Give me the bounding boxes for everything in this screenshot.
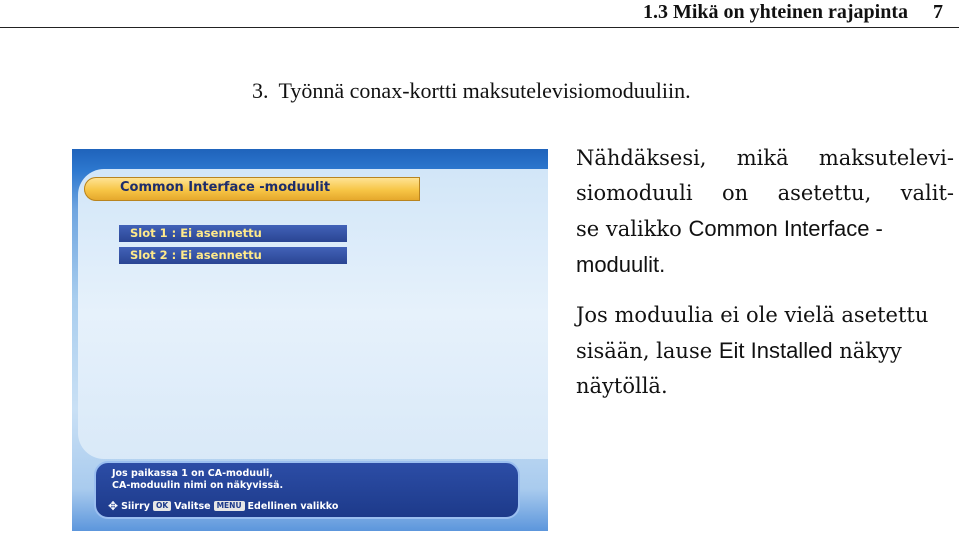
legend-select: Valitse [174, 500, 211, 512]
page-header [0, 0, 959, 28]
status-term: Eit Installed [718, 338, 833, 363]
paragraph-line: Nähdäksesi, mikä maksutelevi- [576, 146, 954, 170]
menu-name: Common Interface - [688, 216, 883, 241]
paragraph-menu-instructions [576, 141, 954, 282]
paragraph-line: Jos moduulia ei ole vielä asetettu [576, 303, 929, 327]
legend-back: Edellinen valikko [247, 500, 339, 512]
instruction-step [252, 78, 691, 104]
step-text: Työnnä conax-kortti maksutelevisiomoduuliin. [278, 78, 691, 103]
tv-info-line: CA-moduulin nimi on näkyvissä. [112, 480, 284, 491]
paragraph-line: näytöllä. [576, 374, 668, 398]
section-title: 1.3 Mikä on yhteinen rajapinta [642, 1, 908, 23]
legend-move: Siirry [121, 500, 150, 512]
paragraph-line [576, 211, 954, 247]
ok-key-icon: OK [153, 501, 171, 511]
tv-info-line: Jos paikassa 1 on CA-moduuli, [112, 468, 273, 479]
menu-key-icon: MENU [214, 501, 245, 511]
paragraph-line [576, 333, 954, 369]
tv-menu-screenshot [72, 149, 548, 531]
paragraph-line: siomoduuli on asetettu, valit- [576, 181, 954, 205]
tv-info-box [94, 461, 520, 519]
paragraph-text: sisään, lause [576, 339, 719, 363]
page-number: 7 [933, 1, 943, 23]
tv-menu-panel [78, 169, 548, 459]
tv-key-legend [108, 499, 338, 513]
paragraph-text: se valikko [576, 217, 689, 241]
paragraph-not-installed [576, 298, 954, 404]
paragraph-text: näkyy [832, 339, 902, 363]
paragraph-line: moduulit. [576, 252, 666, 277]
tv-slot-1: Slot 1 : Ei asennettu [119, 225, 347, 242]
tv-menu-title: Common Interface -moduulit [120, 180, 331, 195]
step-number: 3. [252, 78, 269, 103]
navigate-icon: ✥ [108, 499, 119, 513]
tv-menu-title-bar [84, 177, 420, 201]
tv-slot-2: Slot 2 : Ei asennettu [119, 247, 347, 264]
